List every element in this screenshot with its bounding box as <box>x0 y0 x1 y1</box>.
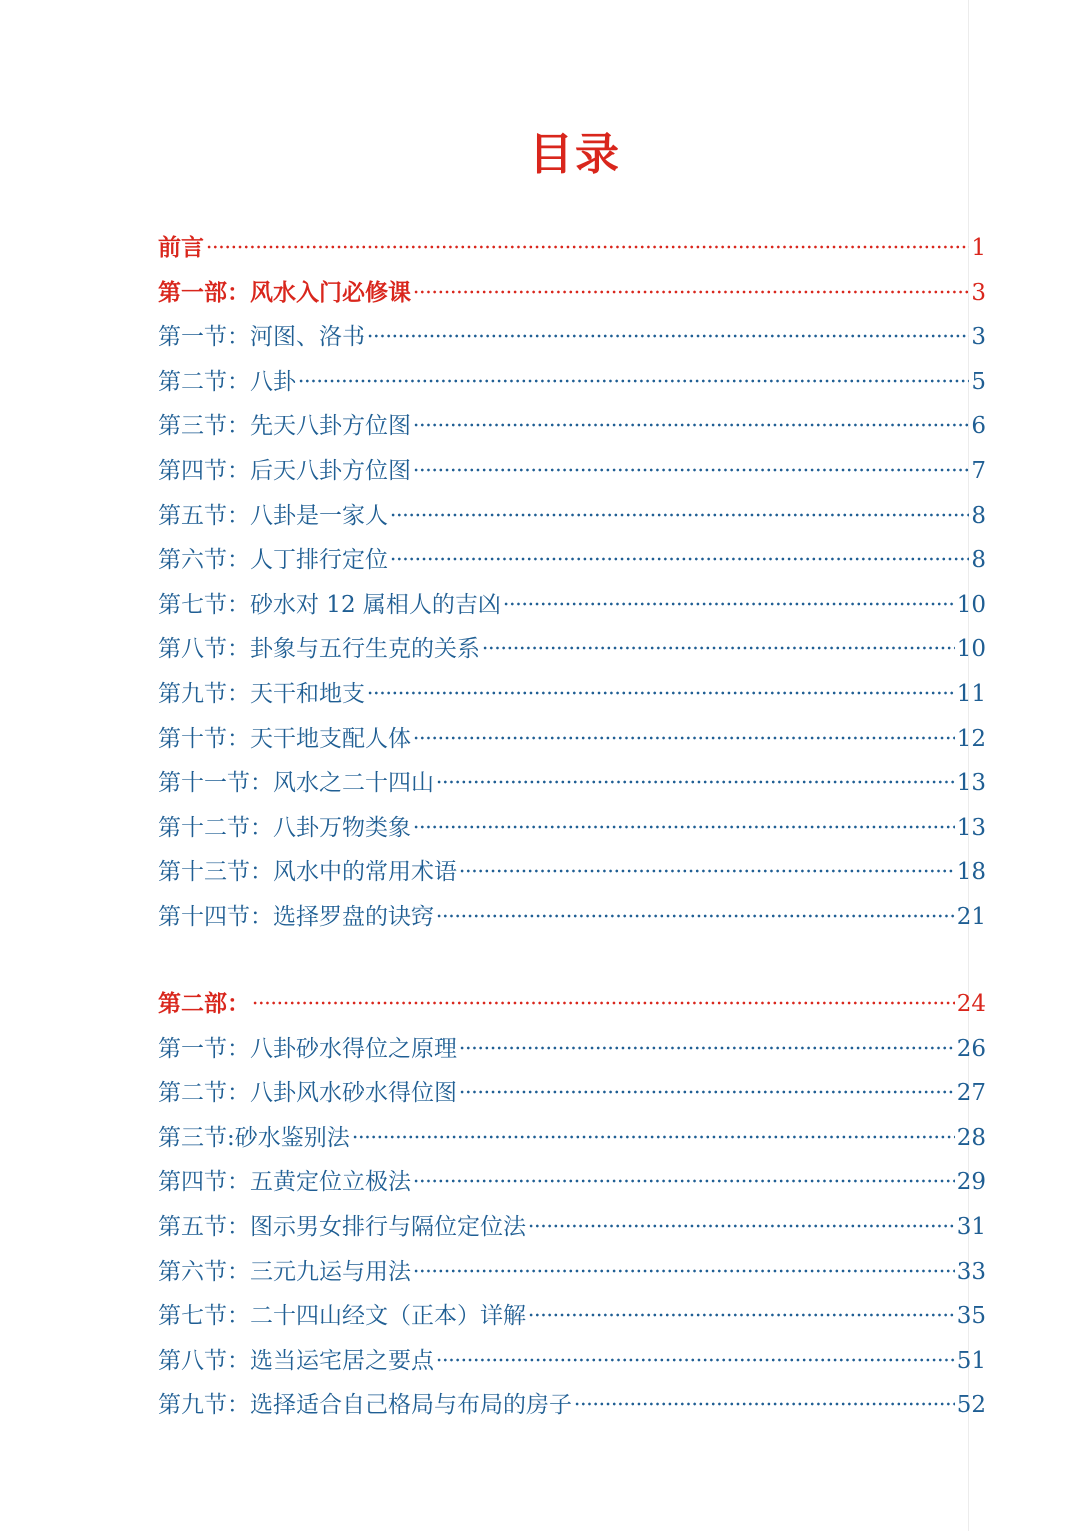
toc-entry[interactable] <box>158 717 986 762</box>
toc-entry-label: 第八节：卦象与五行生克的关系 <box>158 636 480 663</box>
toc-entry-page-number: 27 <box>956 1080 986 1107</box>
toc-entry-label: 第四节：后天八卦方位图 <box>158 457 411 484</box>
dot-leader <box>252 1001 955 1005</box>
toc-entry[interactable] <box>158 1250 986 1295</box>
toc-entry-label: 第五节：八卦是一家人 <box>158 502 388 529</box>
toc-entry-label: 第一节：河图、洛书 <box>158 324 365 351</box>
toc-entry-page-number: 52 <box>956 1392 986 1419</box>
dot-leader <box>482 646 955 650</box>
toc-entry-label: 第十四节：选择罗盘的诀窍 <box>158 903 434 930</box>
toc-entry[interactable] <box>158 1339 986 1384</box>
toc-entry-page-number: 31 <box>956 1213 986 1240</box>
toc-entry-page-number: 26 <box>956 1035 986 1062</box>
toc-entry-page-number: 8 <box>971 502 986 529</box>
toc-entry-label: 第三节:砂水鉴别法 <box>158 1124 350 1151</box>
toc-entry[interactable] <box>158 449 986 494</box>
toc-entry[interactable] <box>158 538 986 583</box>
dot-leader <box>503 602 955 606</box>
toc-entry-label: 前言 <box>158 234 204 261</box>
toc-entry-label: 第六节：人丁排行定位 <box>158 547 388 574</box>
dot-leader <box>206 245 969 249</box>
toc-entry[interactable] <box>158 850 986 895</box>
toc-entry[interactable] <box>158 1027 986 1072</box>
dot-leader <box>436 914 955 918</box>
toc-entry-page-number: 13 <box>956 814 986 841</box>
dot-leader <box>413 1269 955 1273</box>
toc-entry-page-number: 6 <box>971 413 986 440</box>
toc-entry[interactable] <box>158 1294 986 1339</box>
toc-entry[interactable] <box>158 404 986 449</box>
toc-entry-page-number: 8 <box>971 547 986 574</box>
toc-entry-label: 第十二节：八卦万物类象 <box>158 814 411 841</box>
toc-entry[interactable] <box>158 1071 986 1116</box>
toc-entry-page-number: 11 <box>956 680 986 707</box>
dot-leader <box>459 869 955 873</box>
toc-entry[interactable] <box>158 1383 986 1428</box>
toc-entry-page-number: 33 <box>956 1258 986 1285</box>
toc-entry[interactable] <box>158 1160 986 1205</box>
toc-entry-label: 第二节：八卦风水砂水得位图 <box>158 1080 457 1107</box>
toc-entry-label: 第七节：砂水对 12 属相人的吉凶 <box>158 591 501 618</box>
toc-entry-label: 第八节：选当运宅居之要点 <box>158 1347 434 1374</box>
dot-leader <box>413 736 955 740</box>
toc-entry-page-number: 13 <box>956 770 986 797</box>
dot-leader <box>413 423 969 427</box>
toc-part-two <box>158 982 986 1428</box>
dot-leader <box>459 1090 955 1094</box>
toc-entry[interactable] <box>158 1205 986 1250</box>
toc-entry[interactable] <box>158 583 986 628</box>
dot-leader <box>413 290 969 294</box>
toc-entry[interactable] <box>158 895 986 940</box>
dot-leader <box>367 691 955 695</box>
toc-entry-page-number: 1 <box>971 235 986 261</box>
toc-entry-label: 第六节：三元九运与用法 <box>158 1258 411 1285</box>
toc-entry-label: 第三节：先天八卦方位图 <box>158 413 411 440</box>
toc-entry[interactable] <box>158 494 986 539</box>
toc-entry[interactable] <box>158 761 986 806</box>
dot-leader <box>413 1179 955 1183</box>
toc-entry-label: 第九节：天干和地支 <box>158 680 365 707</box>
toc-entry-label: 第一部：风水入门必修课 <box>158 278 411 306</box>
toc-entry[interactable] <box>158 806 986 851</box>
dot-leader <box>528 1224 955 1228</box>
toc-part-one <box>158 226 986 940</box>
dot-leader <box>390 557 969 561</box>
toc-entry-page-number: 28 <box>956 1124 986 1151</box>
toc-entry-page-number: 35 <box>956 1303 986 1330</box>
toc-entry[interactable] <box>158 315 986 360</box>
toc-entry-page-number: 24 <box>956 991 986 1017</box>
toc-entry-page-number: 18 <box>956 859 986 886</box>
toc-entry-page-number: 10 <box>956 591 986 618</box>
toc-entry[interactable] <box>158 1116 986 1161</box>
toc-entry-page-number: 3 <box>971 279 986 306</box>
toc-entry-page-number: 5 <box>971 368 986 395</box>
toc-entry-label: 第十节：天干地支配人体 <box>158 725 411 752</box>
toc-entry-label: 第四节：五黄定位立极法 <box>158 1169 411 1196</box>
toc-entry-label: 第五节：图示男女排行与隔位定位法 <box>158 1213 526 1240</box>
toc-entry-label: 第十一节：风水之二十四山 <box>158 770 434 797</box>
toc-part-entry[interactable] <box>158 226 986 271</box>
dot-leader <box>413 468 969 472</box>
toc-entry-label: 第九节：选择适合自己格局与布局的房子 <box>158 1392 572 1419</box>
page-title: 目录 <box>529 129 621 180</box>
dot-leader <box>298 379 969 383</box>
dot-leader <box>436 780 955 784</box>
toc-entry-page-number: 51 <box>956 1347 986 1374</box>
toc-entry[interactable] <box>158 627 986 672</box>
toc-part-entry[interactable] <box>158 271 986 316</box>
dot-leader <box>574 1402 955 1406</box>
toc-entry-label: 第七节：二十四山经文（正本）详解 <box>158 1303 526 1330</box>
toc-entry-page-number: 3 <box>971 324 986 351</box>
toc-entry-page-number: 10 <box>956 636 986 663</box>
toc-entry-page-number: 12 <box>956 725 986 752</box>
toc-part-entry[interactable] <box>158 982 986 1027</box>
dot-leader <box>367 334 969 338</box>
toc-entry[interactable] <box>158 672 986 717</box>
toc-entry-page-number: 29 <box>956 1169 986 1196</box>
toc-entry-label: 第一节：八卦砂水得位之原理 <box>158 1035 457 1062</box>
dot-leader <box>390 513 969 517</box>
toc-entry-page-number: 7 <box>971 457 986 484</box>
dot-leader <box>528 1313 955 1317</box>
dot-leader <box>413 825 955 829</box>
dot-leader <box>352 1135 955 1139</box>
toc-entry-label: 第十三节：风水中的常用术语 <box>158 859 457 886</box>
toc-entry-label: 第二部： <box>158 990 250 1017</box>
toc-entry-page-number: 21 <box>956 903 986 930</box>
dot-leader <box>459 1046 955 1050</box>
toc-entry[interactable] <box>158 360 986 405</box>
dot-leader <box>436 1358 955 1362</box>
toc-entry-label: 第二节：八卦 <box>158 368 296 395</box>
